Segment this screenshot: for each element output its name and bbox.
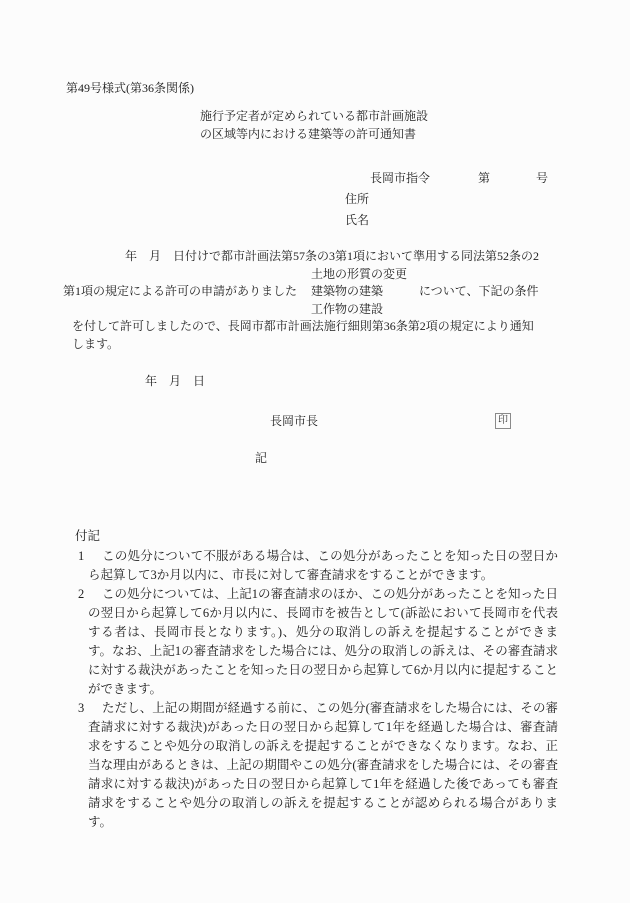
seal-stamp: 印: [495, 413, 511, 429]
note-text-1: この処分について不服がある場合は、この処分があったことを知った日の翌日から起算して3か月以内に、市長に対して審査請求をすることができます。: [88, 549, 558, 582]
date-line: 年 月 日: [145, 374, 206, 388]
apply-clause-right: について、下記の条件: [419, 284, 539, 298]
act-options-column: [311, 266, 407, 319]
record-marker: 記: [255, 451, 268, 465]
apply-clause-left: 第1項の規定による許可の申請がありました: [63, 284, 298, 298]
body-line-1: 年 月 日付けで都市計画法第57条の3第1項において準用する同法第52条の2: [125, 249, 540, 263]
document-title-line1: 施行予定者が定められている都市計画施設: [200, 108, 429, 123]
name-label: 氏名: [345, 213, 370, 227]
note-text-3: ただし、上記の期間が経過する前に、この処分(審査請求をした場合には、その審査請求に対する裁決)があった日の翌日から起算して1年を経過した場合は、審査請求をすることや処分の取消しの訴えを提起することができなくなります。なお、正当な理由があるときは、上記の期間やこの処分(審査請求をした場合には、その審査請求に対する裁決)があった日の翌日から起算して1年を経過した後であっても審査請求をすることや処分の取消しの訴えを提起することが認められる場合があります。: [88, 701, 558, 829]
directive-number-suffix: 号: [536, 170, 549, 185]
document-title: [200, 107, 558, 143]
apply-clause-row: [63, 266, 558, 319]
note-text-2: この処分については、上記1の審査請求のほか、この処分があったことを知った日の翌日から起算して6か月以内に、長岡市を被告として(訴訟において長岡市を代表する者は、長岡市長となります。)、処分の取消しの訴えを提起することができます。なお、上記1の審査請求をした場合には、処分の取消しの訴えは、その審査請求に対する裁決があったことを知った日の翌日から起算して6か月以内に提起することができます。: [88, 587, 558, 696]
directive-number-prefix: 第: [478, 170, 491, 185]
note-item-3: [72, 699, 558, 832]
note-number-1: 1: [78, 549, 85, 563]
body-paragraph: [63, 248, 558, 353]
note-item-2: [72, 585, 558, 699]
body-line-3: を付して許可しましたので、長岡市都市計画法施行細則第36条第2項の規定により通知: [72, 319, 534, 333]
note-number-2: 2: [78, 587, 85, 601]
act-option-land: 土地の形質の変更: [311, 266, 408, 281]
notes-heading: 付記: [75, 528, 101, 543]
directive-line: [72, 170, 558, 188]
document-title-line2: の区域等内における建築等の許可通知書: [200, 126, 417, 141]
directive-authority: 長岡市指令: [370, 170, 431, 185]
signature-row: [72, 413, 558, 431]
notes-list: [72, 547, 558, 832]
note-number-3: 3: [78, 701, 85, 715]
form-number: 第49号様式(第36条関係): [66, 81, 194, 95]
body-line-4: します。: [72, 336, 120, 351]
address-label: 住所: [345, 192, 370, 206]
act-option-structure: 工作物の建設: [311, 301, 384, 316]
signer-name: 長岡市長: [270, 413, 319, 428]
act-option-building: 建築物の建築: [311, 284, 384, 298]
recipient-block: [72, 189, 558, 231]
note-item-1: [72, 547, 558, 585]
